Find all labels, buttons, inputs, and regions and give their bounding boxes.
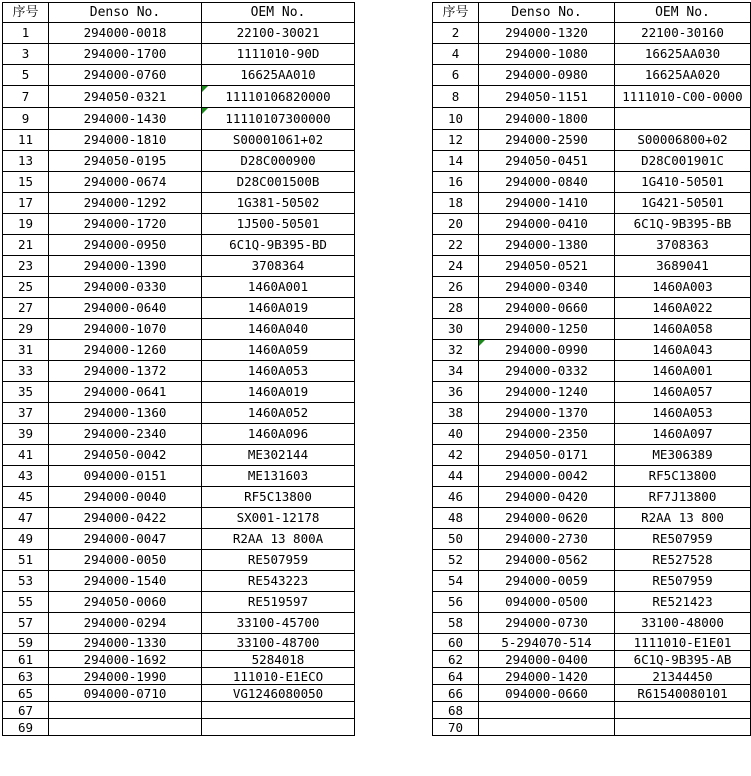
table-row [3,193,355,214]
table-row [3,319,355,340]
index-cell[interactable]: 5 [3,65,49,86]
denso-no-cell[interactable]: 294000-1720 [49,214,202,235]
denso-no-cell[interactable]: 294000-1292 [49,193,202,214]
index-cell[interactable]: 24 [433,256,479,277]
table-row [433,424,751,445]
table-row [3,668,355,685]
index-cell[interactable]: 39 [3,424,49,445]
denso-no-cell[interactable]: 294000-1320 [479,23,615,44]
table-row [433,592,751,613]
oem-no-cell[interactable]: S00006800+02 [615,130,751,151]
denso-no-cell[interactable]: 094000-0660 [479,685,615,702]
index-cell[interactable]: 43 [3,466,49,487]
denso-no-cell[interactable]: 294050-0521 [479,256,615,277]
table-row [433,403,751,424]
table-row [433,668,751,685]
table-row [3,571,355,592]
index-cell[interactable]: 6 [433,65,479,86]
denso-no-cell[interactable]: 294000-0332 [479,361,615,382]
index-cell[interactable]: 38 [433,403,479,424]
index-cell[interactable]: 27 [3,298,49,319]
table-row [3,214,355,235]
denso-no-cell[interactable]: 294000-0840 [479,172,615,193]
table-row [3,172,355,193]
oem-no-cell[interactable]: 22100-30021 [202,23,355,44]
oem-no-cell[interactable]: 1460A003 [615,277,751,298]
denso-no-cell[interactable]: 294000-0047 [49,529,202,550]
oem-no-cell[interactable]: 111010-E1ECO [202,668,355,685]
index-cell[interactable]: 22 [433,235,479,256]
oem-no-cell[interactable]: RE507959 [615,529,751,550]
index-cell[interactable]: 37 [3,403,49,424]
oem-no-cell[interactable]: 1460A022 [615,298,751,319]
table-row [3,651,355,668]
table-row [433,382,751,403]
table-row [3,508,355,529]
index-cell[interactable]: 33 [3,361,49,382]
denso-no-cell[interactable]: 294050-0042 [49,445,202,466]
table-row [433,702,751,719]
oem-no-cell[interactable]: 11110107300000 [202,108,355,130]
table-row [3,529,355,550]
oem-no-cell[interactable]: D28C001500B [202,172,355,193]
denso-no-cell[interactable]: 294000-0042 [479,466,615,487]
index-cell[interactable]: 60 [433,634,479,651]
oem-no-cell[interactable]: 1460A053 [615,403,751,424]
denso-no-cell[interactable]: 294000-0950 [49,235,202,256]
table-row [433,23,751,44]
oem-no-cell[interactable]: 1460A043 [615,340,751,361]
denso-no-cell[interactable]: 294000-1070 [49,319,202,340]
index-cell[interactable]: 28 [433,298,479,319]
denso-no-cell[interactable]: 294000-0410 [479,214,615,235]
table-row [433,235,751,256]
index-cell[interactable]: 21 [3,235,49,256]
table-row [3,108,355,130]
table-row [3,256,355,277]
index-cell[interactable]: 4 [433,44,479,65]
index-cell[interactable]: 1 [3,23,49,44]
index-cell[interactable]: 40 [433,424,479,445]
oem-no-cell[interactable]: 6C1Q-9B395-BB [615,214,751,235]
denso-no-cell[interactable]: 5-294070-514 [479,634,615,651]
index-cell[interactable]: 70 [433,719,479,736]
oem-no-cell[interactable]: 5284018 [202,651,355,668]
oem-no-cell[interactable]: RF7J13800 [615,487,751,508]
oem-no-cell[interactable]: D28C001901C [615,151,751,172]
oem-no-cell[interactable]: 1460A001 [615,361,751,382]
oem-no-cell[interactable]: RE543223 [202,571,355,592]
denso-no-cell[interactable]: 294000-1810 [49,130,202,151]
oem-no-cell[interactable]: RE507959 [615,571,751,592]
denso-no-cell[interactable]: 294050-0195 [49,151,202,172]
index-cell[interactable]: 44 [433,466,479,487]
oem-no-cell[interactable]: 1111010-90D [202,44,355,65]
denso-no-cell[interactable] [479,719,615,736]
denso-no-cell[interactable]: 294000-1390 [49,256,202,277]
index-cell[interactable]: 9 [3,108,49,130]
index-cell[interactable]: 68 [433,702,479,719]
table-row [433,445,751,466]
oem-no-cell[interactable]: 1G421-50501 [615,193,751,214]
denso-no-cell[interactable]: 294000-1380 [479,235,615,256]
index-cell[interactable]: 23 [3,256,49,277]
denso-no-cell[interactable]: 294000-0400 [479,651,615,668]
index-cell[interactable]: 56 [433,592,479,613]
oem-no-cell[interactable]: RE527528 [615,550,751,571]
denso-no-cell[interactable]: 294000-1080 [479,44,615,65]
denso-no-cell[interactable]: 294000-0660 [479,298,615,319]
denso-no-cell[interactable]: 294000-1700 [49,44,202,65]
denso-no-cell[interactable]: 094000-0151 [49,466,202,487]
denso-no-cell[interactable]: 294000-1430 [49,108,202,130]
table-row [3,445,355,466]
oem-no-cell[interactable]: D28C000900 [202,151,355,172]
denso-no-cell[interactable]: 294000-1800 [479,108,615,130]
table-row [433,214,751,235]
oem-no-cell[interactable]: 1460A001 [202,277,355,298]
table-row [433,719,751,736]
index-cell[interactable]: 53 [3,571,49,592]
oem-no-cell[interactable]: ME302144 [202,445,355,466]
oem-no-cell[interactable]: 11110106820000 [202,86,355,108]
table-row [433,65,751,86]
parts-table-left [2,2,355,736]
oem-no-cell[interactable]: 1G410-50501 [615,172,751,193]
oem-no-cell[interactable]: 1G381-50502 [202,193,355,214]
oem-no-cell[interactable]: 22100-30160 [615,23,751,44]
index-cell[interactable]: 20 [433,214,479,235]
table-row [3,466,355,487]
oem-no-cell[interactable] [202,719,355,736]
denso-no-cell[interactable]: 294000-1420 [479,668,615,685]
oem-no-cell[interactable]: 1J500-50501 [202,214,355,235]
table-row [3,613,355,634]
denso-no-cell[interactable]: 294000-1250 [479,319,615,340]
table-row [3,277,355,298]
index-cell[interactable]: 69 [3,719,49,736]
oem-no-cell[interactable]: 1460A053 [202,361,355,382]
denso-no-cell[interactable] [479,702,615,719]
table-row [433,529,751,550]
index-cell[interactable]: 14 [433,151,479,172]
oem-no-cell[interactable]: 1460A019 [202,298,355,319]
denso-no-cell[interactable]: 294000-1692 [49,651,202,668]
header-row [433,3,751,23]
index-cell[interactable]: 32 [433,340,479,361]
index-cell[interactable]: 62 [433,651,479,668]
index-cell[interactable]: 46 [433,487,479,508]
table-row [433,613,751,634]
table-row [433,466,751,487]
index-cell[interactable]: 51 [3,550,49,571]
denso-no-cell[interactable]: 294050-0171 [479,445,615,466]
oem-no-cell[interactable]: RE521423 [615,592,751,613]
oem-no-cell[interactable]: VG1246080050 [202,685,355,702]
oem-no-cell[interactable]: S00001061+02 [202,130,355,151]
index-cell[interactable]: 13 [3,151,49,172]
oem-no-cell[interactable]: 16625AA010 [202,65,355,86]
denso-no-cell[interactable]: 294000-0050 [49,550,202,571]
table-row [433,193,751,214]
index-cell[interactable]: 45 [3,487,49,508]
index-cell[interactable]: 26 [433,277,479,298]
table-row [3,702,355,719]
index-cell[interactable]: 54 [433,571,479,592]
oem-no-cell[interactable]: RE519597 [202,592,355,613]
table-row [3,298,355,319]
index-cell[interactable]: 65 [3,685,49,702]
table-row [3,235,355,256]
denso-no-cell[interactable]: 294000-0294 [49,613,202,634]
denso-no-cell[interactable] [49,719,202,736]
oem-no-cell[interactable]: RE507959 [202,550,355,571]
table-row [433,361,751,382]
index-cell[interactable]: 48 [433,508,479,529]
oem-no-cell[interactable]: R2AA 13 800A [202,529,355,550]
denso-no-cell[interactable]: 294050-1151 [479,86,615,108]
table-row [433,86,751,108]
header-oem-no[interactable]: OEM No. [202,3,355,23]
index-cell[interactable]: 57 [3,613,49,634]
index-cell[interactable]: 29 [3,319,49,340]
denso-no-cell[interactable]: 294000-0330 [49,277,202,298]
index-cell[interactable]: 67 [3,702,49,719]
denso-no-cell[interactable]: 294000-2350 [479,424,615,445]
table-row [3,65,355,86]
header-oem-no[interactable]: OEM No. [615,3,751,23]
index-cell[interactable]: 31 [3,340,49,361]
table-row [433,277,751,298]
oem-no-cell[interactable]: 6C1Q-9B395-BD [202,235,355,256]
denso-no-cell[interactable]: 294000-1330 [49,634,202,651]
table-row [433,487,751,508]
oem-no-cell[interactable] [615,719,751,736]
oem-no-cell[interactable]: RF5C13800 [202,487,355,508]
oem-no-cell[interactable]: 1460A097 [615,424,751,445]
index-cell[interactable]: 17 [3,193,49,214]
denso-no-cell[interactable]: 294000-1370 [479,403,615,424]
oem-no-cell[interactable]: 3689041 [615,256,751,277]
denso-no-cell[interactable]: 294000-0059 [479,571,615,592]
table-row [433,319,751,340]
index-cell[interactable]: 25 [3,277,49,298]
table-row [433,340,751,361]
oem-no-cell[interactable]: 1460A057 [615,382,751,403]
index-cell[interactable]: 49 [3,529,49,550]
denso-no-cell[interactable]: 294000-0620 [479,508,615,529]
index-cell[interactable]: 41 [3,445,49,466]
denso-no-cell[interactable]: 294000-0641 [49,382,202,403]
oem-no-cell[interactable]: 1111010-E1E01 [615,634,751,651]
oem-no-cell[interactable]: 1460A058 [615,319,751,340]
oem-no-cell[interactable]: ME306389 [615,445,751,466]
index-cell[interactable]: 35 [3,382,49,403]
table-row [433,151,751,172]
denso-no-cell[interactable]: 294000-0018 [49,23,202,44]
table-row [3,340,355,361]
oem-no-cell[interactable]: 1460A059 [202,340,355,361]
table-row [433,508,751,529]
oem-no-cell[interactable]: 33100-45700 [202,613,355,634]
index-cell[interactable]: 12 [433,130,479,151]
index-cell[interactable]: 10 [433,108,479,130]
table-row [433,256,751,277]
index-cell[interactable]: 7 [3,86,49,108]
table-row [3,151,355,172]
denso-no-cell[interactable]: 294000-0562 [479,550,615,571]
index-cell[interactable]: 34 [433,361,479,382]
oem-no-cell[interactable]: R61540080101 [615,685,751,702]
table-row [433,108,751,130]
oem-no-cell[interactable]: 1460A019 [202,382,355,403]
index-cell[interactable]: 36 [433,382,479,403]
denso-no-cell[interactable]: 294000-0640 [49,298,202,319]
denso-no-cell[interactable]: 294000-1540 [49,571,202,592]
table-row [3,685,355,702]
oem-no-cell[interactable] [615,108,751,130]
index-cell[interactable]: 15 [3,172,49,193]
table-row [3,130,355,151]
denso-no-cell[interactable]: 294000-0990 [479,340,615,361]
oem-no-cell[interactable]: SX001-12178 [202,508,355,529]
denso-no-cell[interactable]: 294000-1990 [49,668,202,685]
table-row [3,361,355,382]
index-cell[interactable]: 3 [3,44,49,65]
table-row [3,719,355,736]
denso-no-cell[interactable]: 294000-1260 [49,340,202,361]
oem-no-cell[interactable] [615,702,751,719]
index-cell[interactable]: 16 [433,172,479,193]
denso-no-cell[interactable]: 094000-0500 [479,592,615,613]
table-row [3,382,355,403]
index-cell[interactable]: 58 [433,613,479,634]
index-cell[interactable]: 30 [433,319,479,340]
table-row [433,685,751,702]
oem-no-cell[interactable] [202,702,355,719]
oem-no-cell[interactable]: 6C1Q-9B395-AB [615,651,751,668]
table-row [3,23,355,44]
index-cell[interactable]: 64 [433,668,479,685]
table-row [433,571,751,592]
index-cell[interactable]: 52 [433,550,479,571]
index-cell[interactable]: 66 [433,685,479,702]
index-cell[interactable]: 59 [3,634,49,651]
oem-no-cell[interactable]: 16625AA020 [615,65,751,86]
index-cell[interactable]: 61 [3,651,49,668]
index-cell[interactable]: 47 [3,508,49,529]
table-row [3,592,355,613]
header-row [3,3,355,23]
index-cell[interactable]: 55 [3,592,49,613]
table-row [433,130,751,151]
denso-no-cell[interactable]: 294000-1360 [49,403,202,424]
header-index[interactable]: 序号 [433,3,479,23]
oem-no-cell[interactable]: 21344450 [615,668,751,685]
table-row [3,634,355,651]
table-row [3,487,355,508]
index-cell[interactable]: 8 [433,86,479,108]
table-row [3,86,355,108]
oem-no-cell[interactable]: 1460A052 [202,403,355,424]
table-row [3,403,355,424]
header-denso-no[interactable]: Denso No. [479,3,615,23]
table-row [433,634,751,651]
denso-no-cell[interactable]: 294000-1410 [479,193,615,214]
index-cell[interactable]: 19 [3,214,49,235]
oem-no-cell[interactable]: 16625AA030 [615,44,751,65]
table-row [433,550,751,571]
denso-no-cell[interactable]: 294000-2340 [49,424,202,445]
table-row [433,651,751,668]
oem-no-cell[interactable]: 33100-48000 [615,613,751,634]
denso-no-cell[interactable]: 294050-0321 [49,86,202,108]
denso-no-cell[interactable]: 294000-0760 [49,65,202,86]
table-row [3,44,355,65]
index-cell[interactable]: 50 [433,529,479,550]
index-cell[interactable]: 11 [3,130,49,151]
oem-no-cell[interactable]: RF5C13800 [615,466,751,487]
denso-no-cell[interactable]: 294000-2730 [479,529,615,550]
index-cell[interactable]: 18 [433,193,479,214]
denso-no-cell[interactable]: 294000-0730 [479,613,615,634]
denso-no-cell[interactable]: 294050-0060 [49,592,202,613]
denso-no-cell[interactable]: 294000-0420 [479,487,615,508]
oem-no-cell[interactable]: 1460A096 [202,424,355,445]
denso-no-cell[interactable]: 294000-0422 [49,508,202,529]
oem-no-cell[interactable]: 1111010-C00-0000 [615,86,751,108]
denso-no-cell[interactable]: 294000-2590 [479,130,615,151]
oem-no-cell[interactable]: 33100-48700 [202,634,355,651]
denso-no-cell[interactable] [49,702,202,719]
denso-no-cell[interactable]: 294000-0980 [479,65,615,86]
index-cell[interactable]: 63 [3,668,49,685]
denso-no-cell[interactable]: 294000-0340 [479,277,615,298]
parts-table-right [432,2,751,736]
oem-no-cell[interactable]: 3708363 [615,235,751,256]
denso-no-cell[interactable]: 294000-1240 [479,382,615,403]
index-cell[interactable]: 42 [433,445,479,466]
denso-no-cell[interactable]: 294050-0451 [479,151,615,172]
header-index[interactable]: 序号 [3,3,49,23]
table-row [433,172,751,193]
oem-no-cell[interactable]: 1460A040 [202,319,355,340]
table-row [433,298,751,319]
oem-no-cell[interactable]: ME131603 [202,466,355,487]
oem-no-cell[interactable]: 3708364 [202,256,355,277]
table-row [433,44,751,65]
index-cell[interactable]: 2 [433,23,479,44]
denso-no-cell[interactable]: 094000-0710 [49,685,202,702]
oem-no-cell[interactable]: R2AA 13 800 [615,508,751,529]
denso-no-cell[interactable]: 294000-0040 [49,487,202,508]
denso-no-cell[interactable]: 294000-1372 [49,361,202,382]
denso-no-cell[interactable]: 294000-0674 [49,172,202,193]
table-row [3,550,355,571]
header-denso-no[interactable]: Denso No. [49,3,202,23]
table-row [3,424,355,445]
